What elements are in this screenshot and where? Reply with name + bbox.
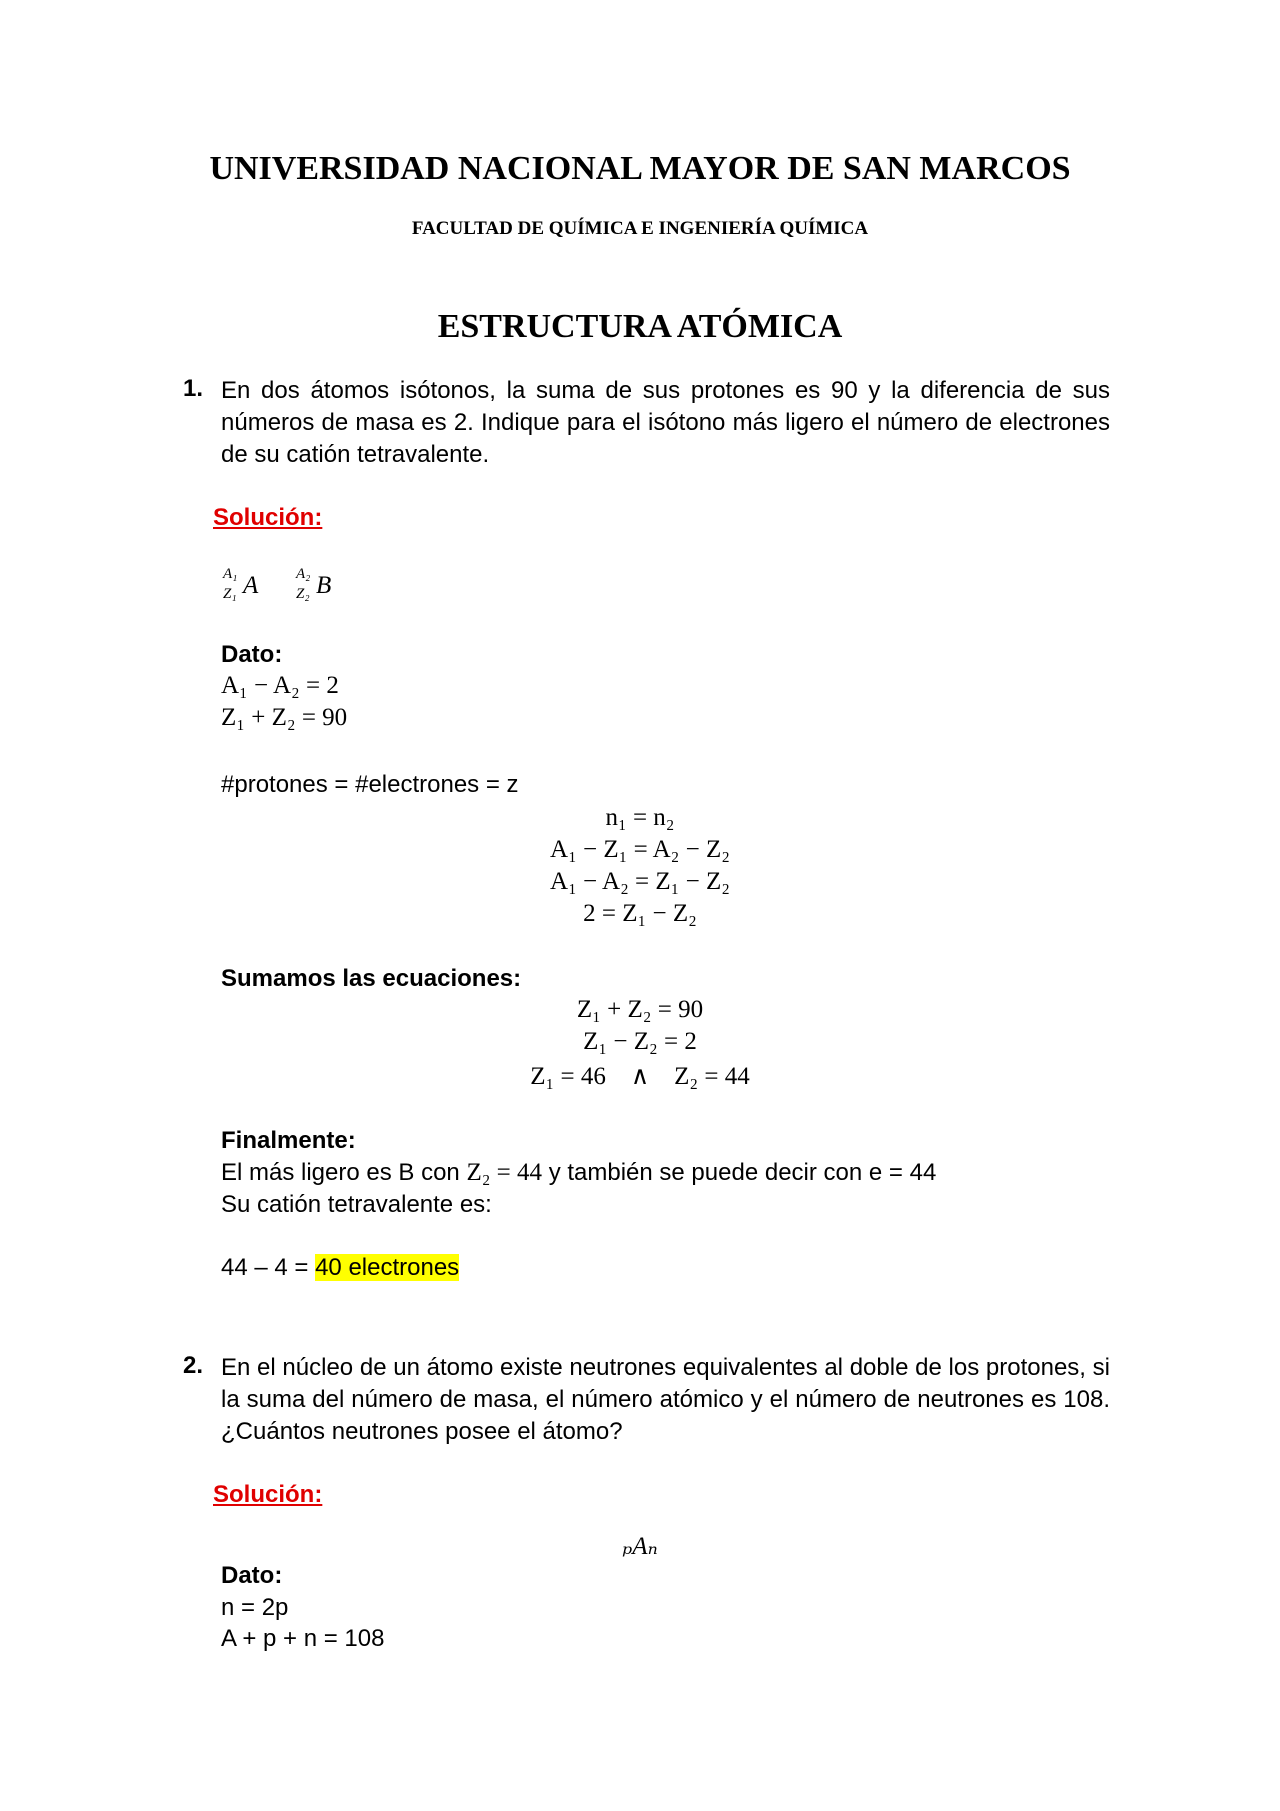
nuclide-a-number: Z₁ [223, 586, 237, 602]
q1-eq-4: 2 = Z₁ − Z₂ [583, 900, 697, 927]
q1-sum-eq-2: Z₁ − Z₂ = 2 [583, 1028, 697, 1055]
nuclide-b [294, 566, 338, 615]
q1-result-prefix: 44 – 4 = [221, 1254, 316, 1281]
q1-result-highlight: 40 electrones [315, 1254, 460, 1281]
q1-final-text-a: El más ligero es B con [221, 1159, 467, 1186]
q1-final-text-b: y también se puede decir con e = 44 [542, 1159, 937, 1186]
q1-final-label: Finalmente: [221, 1127, 356, 1154]
q1-eq-1: n₁ = n₂ [605, 804, 675, 831]
q1-eq-2: A₁ − Z₁ = A₂ − Z₂ [550, 836, 730, 863]
question-1-text: En dos átomos isótonos, la suma de sus protones es 90 y la diferencia de sus números de masa es 2. Indique para el isótono más ligero el número de electrones de su catión tetravalente. [221, 377, 1110, 468]
q1-eq-3: A₁ − A₂ = Z₁ − Z₂ [550, 868, 730, 895]
q1-sum-label: Sumamos las ecuaciones: [221, 965, 522, 992]
university-title: UNIVERSIDAD NACIONAL MAYOR DE SAN MARCOS [209, 150, 1071, 187]
nuclide-a-mass: A₁ [223, 566, 238, 582]
q1-sum-eq-1: Z₁ + Z₂ = 90 [576, 996, 704, 1023]
question-2-number: 2. [183, 1352, 204, 1379]
q1-result [221, 1254, 459, 1282]
q1-solution-label: Solución: [213, 504, 323, 531]
q1-final-line-1 [221, 1159, 936, 1187]
nuclide-a-symbol: A [243, 572, 259, 599]
nuclide-a [221, 566, 265, 615]
q2-dato-line-1: n = 2p [221, 1594, 289, 1621]
q1-dato-eq2: Z₁ + Z₂ = 90 [221, 704, 348, 731]
q1-dato-label: Dato: [221, 641, 283, 668]
q1-dato-eq1: A₁ − A₂ = 2 [221, 672, 339, 699]
page-title: ESTRUCTURA ATÓMICA [437, 308, 843, 345]
q1-protones-line: #protones = #electrones = z [221, 771, 519, 798]
q2-dato-line-2: A + p + n = 108 [221, 1625, 385, 1652]
q1-final-line-2: Su catión tetravalente es: [221, 1191, 492, 1218]
q1-sum-eq-3: Z₁ = 46 ∧ Z₂ = 44 [530, 1063, 750, 1090]
nuclide-b-number: Z₂ [296, 586, 310, 602]
question-1-number: 1. [183, 375, 204, 402]
q2-dato-label: Dato: [221, 1562, 283, 1589]
q2-notation: ₚAₙ [622, 1533, 658, 1560]
nuclide-b-symbol: B [316, 572, 332, 599]
q1-final-math: Z₂ = 44 [466, 1159, 543, 1186]
q2-solution-label: Solución: [213, 1481, 323, 1508]
nuclide-b-mass: A₂ [296, 566, 311, 582]
question-2-text: En el núcleo de un átomo existe neutrones equivalentes al doble de los protones, si la suma del número de masa, el número atómico y el número de neutrones es 108. ¿Cuántos neutrones posee el átomo? [221, 1354, 1110, 1445]
faculty-subtitle: FACULTAD DE QUÍMICA E INGENIERÍA QUÍMICA [411, 218, 869, 239]
